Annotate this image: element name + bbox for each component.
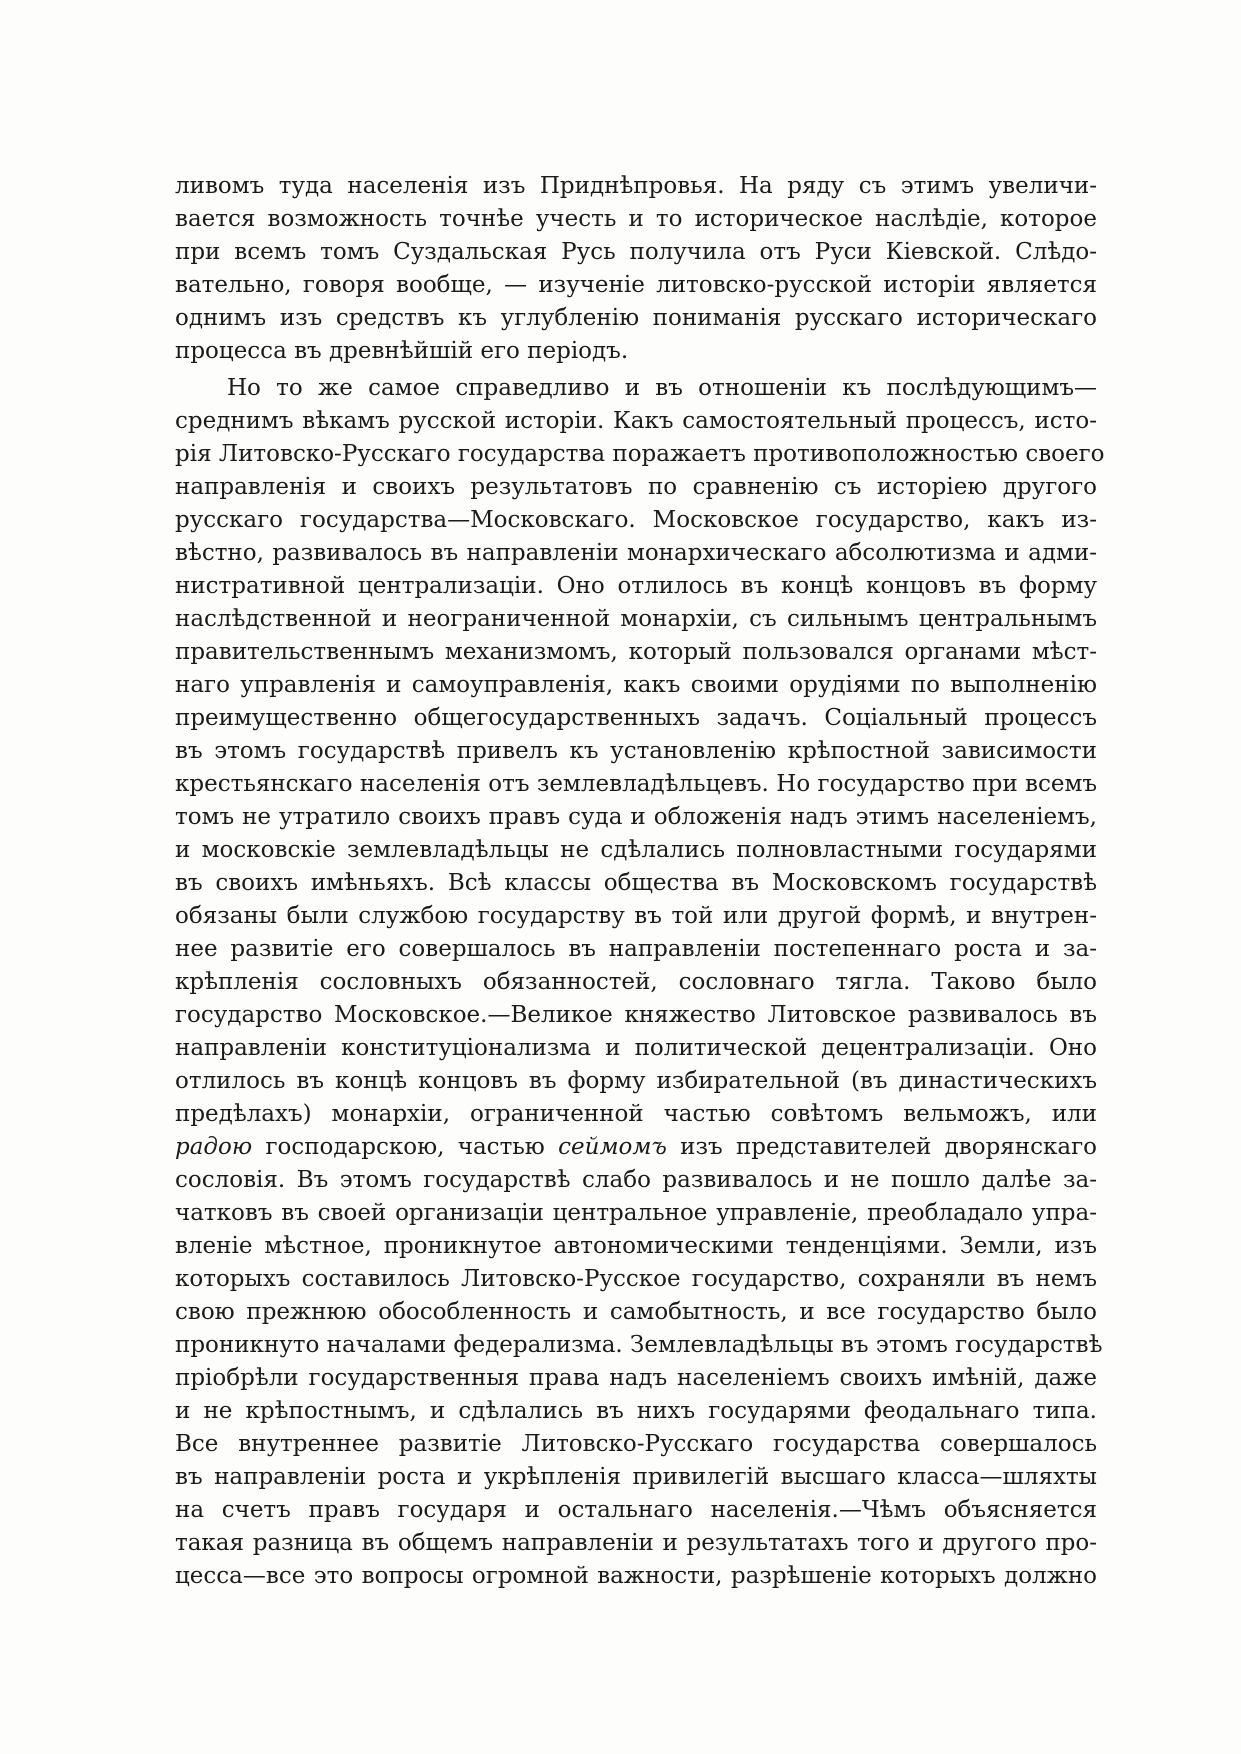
text-line: вательно, говоря вообще, — изученіе литовско-русской исторіи является: [175, 272, 1097, 298]
text-line: предѣлахъ) монархіи, ограниченной частью совѣтомъ вельможъ, или: [175, 1101, 1097, 1127]
text-line: такая разница въ общемъ направленіи и результатахъ того и другого про-: [175, 1530, 1097, 1556]
italic-term-seim: сеймомъ: [558, 1134, 667, 1160]
page-body-text: [175, 170, 1105, 1593]
text-line: которыхъ составилось Литовско-Русское государство, сохраняли въ немъ: [175, 1266, 1097, 1292]
text-line: крѣпленія сословныхъ обязанностей, сословнаго тягла. Таково было: [175, 969, 1097, 995]
text-line: вѣстно, развивалось въ направленіи монархическаго абсолютизма и адми-: [175, 540, 1097, 566]
text-line: процесса въ древнѣйшій его періодъ.: [175, 338, 629, 364]
text-line: нистративной централизаціи. Оно отлилось въ концѣ концовъ въ форму: [175, 573, 1097, 599]
text-line: ливомъ туда населенія изъ Приднѣпровья. На ряду съ этимъ увеличи-: [175, 173, 1097, 199]
text-line: среднимъ вѣкамъ русской исторіи. Какъ самостоятельный процессъ, исто-: [175, 408, 1097, 434]
text-line: свою прежнюю обособленность и самобытность, и все государство было: [175, 1299, 1097, 1325]
text-line: въ направленіи роста и укрѣпленія привилегій высшаго класса—шляхты: [175, 1464, 1097, 1490]
text-line: и московскіе землевладѣльцы не сдѣлались полновластными государями: [175, 837, 1097, 863]
text-line: отлилось въ концѣ концовъ въ форму избирательной (въ династическихъ: [175, 1068, 1097, 1094]
text-line: крестьянскаго населенія отъ землевладѣльцевъ. Но государство при всемъ: [175, 771, 1097, 797]
text-line: въ своихъ имѣньяхъ. Всѣ классы общества въ Московскомъ государствѣ: [175, 870, 1097, 896]
text-line: нее развитіе его совершалось въ направленіи постепеннаго роста и за-: [175, 936, 1097, 962]
text-line: чатковъ въ своей организаціи центральное управленіе, преобладало упра-: [175, 1200, 1097, 1226]
text-line: томъ не утратило своихъ правъ суда и обложенія надъ этимъ населеніемъ,: [175, 804, 1097, 830]
text-fragment: изъ представителей дворянскаго: [666, 1134, 1097, 1160]
text-line: наслѣдственной и неограниченной монархіи, съ сильнымъ центральнымъ: [175, 606, 1097, 632]
text-line: и не крѣпостнымъ, и сдѣлались въ нихъ государями феодальнаго типа.: [175, 1398, 1097, 1424]
text-line: обязаны были службою государству въ той или другой формѣ, и внутрен-: [175, 903, 1097, 929]
paragraph-1: [175, 170, 1097, 368]
text-line: вается возможность точнѣе учесть и то историческое наслѣдіе, которое: [175, 206, 1097, 232]
text-line: при всемъ томъ Суздальская Русь получила отъ Руси Кіевской. Слѣдо-: [175, 239, 1097, 265]
text-line: правительственнымъ механизмомъ, который пользовался органами мѣст-: [175, 639, 1097, 665]
text-line: Но то же самое справедливо и въ отношеніи къ послѣдующимъ—: [227, 375, 1097, 401]
text-line: направленія и своихъ результатовъ по сравненію съ исторіею другого: [175, 474, 1097, 500]
text-line: вленіе мѣстное, проникнутое автономическими тенденціями. Земли, изъ: [175, 1233, 1097, 1259]
text-line: государство Московское.—Великое княжество Литовское развивалось въ: [175, 1002, 1097, 1028]
text-line: въ этомъ государствѣ привелъ къ установленію крѣпостной зависимости: [175, 738, 1097, 764]
text-line: на счетъ правъ государя и остальнаго населенія.—Чѣмъ объясняется: [175, 1497, 1097, 1523]
text-fragment: господарскою, частью: [252, 1134, 559, 1160]
text-line: Все внутреннее развитіе Литовско-Русскаго государства совершалось: [175, 1431, 1097, 1457]
text-line: русскаго государства—Московскаго. Московское государство, какъ из-: [175, 507, 1097, 533]
italic-term-rada: радою: [175, 1134, 253, 1160]
text-line: проникнуто началами федерализма. Землевладѣльцы въ этомъ государствѣ: [175, 1332, 1103, 1358]
text-line: преимущественно общегосударственныхъ задачъ. Соціальный процессъ: [175, 705, 1097, 731]
text-line: пріобрѣли государственныя права надъ населеніемъ своихъ имѣній, даже: [175, 1365, 1097, 1391]
text-line-with-italics: [175, 1131, 1097, 1164]
text-line: цесса—все это вопросы огромной важности, разрѣшеніе которыхъ должно: [175, 1563, 1097, 1589]
text-line: наго управленія и самоуправленія, какъ своими орудіями по выполненію: [175, 672, 1097, 698]
text-line: однимъ изъ средствъ къ углубленію пониманія русскаго историческаго: [175, 305, 1097, 331]
text-line: сословія. Въ этомъ государствѣ слабо развивалось и не пошло далѣе за-: [175, 1167, 1097, 1193]
text-line: рія Литовско-Русскаго государства поражаетъ противоположностью своего: [175, 441, 1105, 467]
paragraph-2: [175, 372, 1105, 1593]
text-line: направленіи конституціонализма и политической децентрализаціи. Оно: [175, 1035, 1097, 1061]
